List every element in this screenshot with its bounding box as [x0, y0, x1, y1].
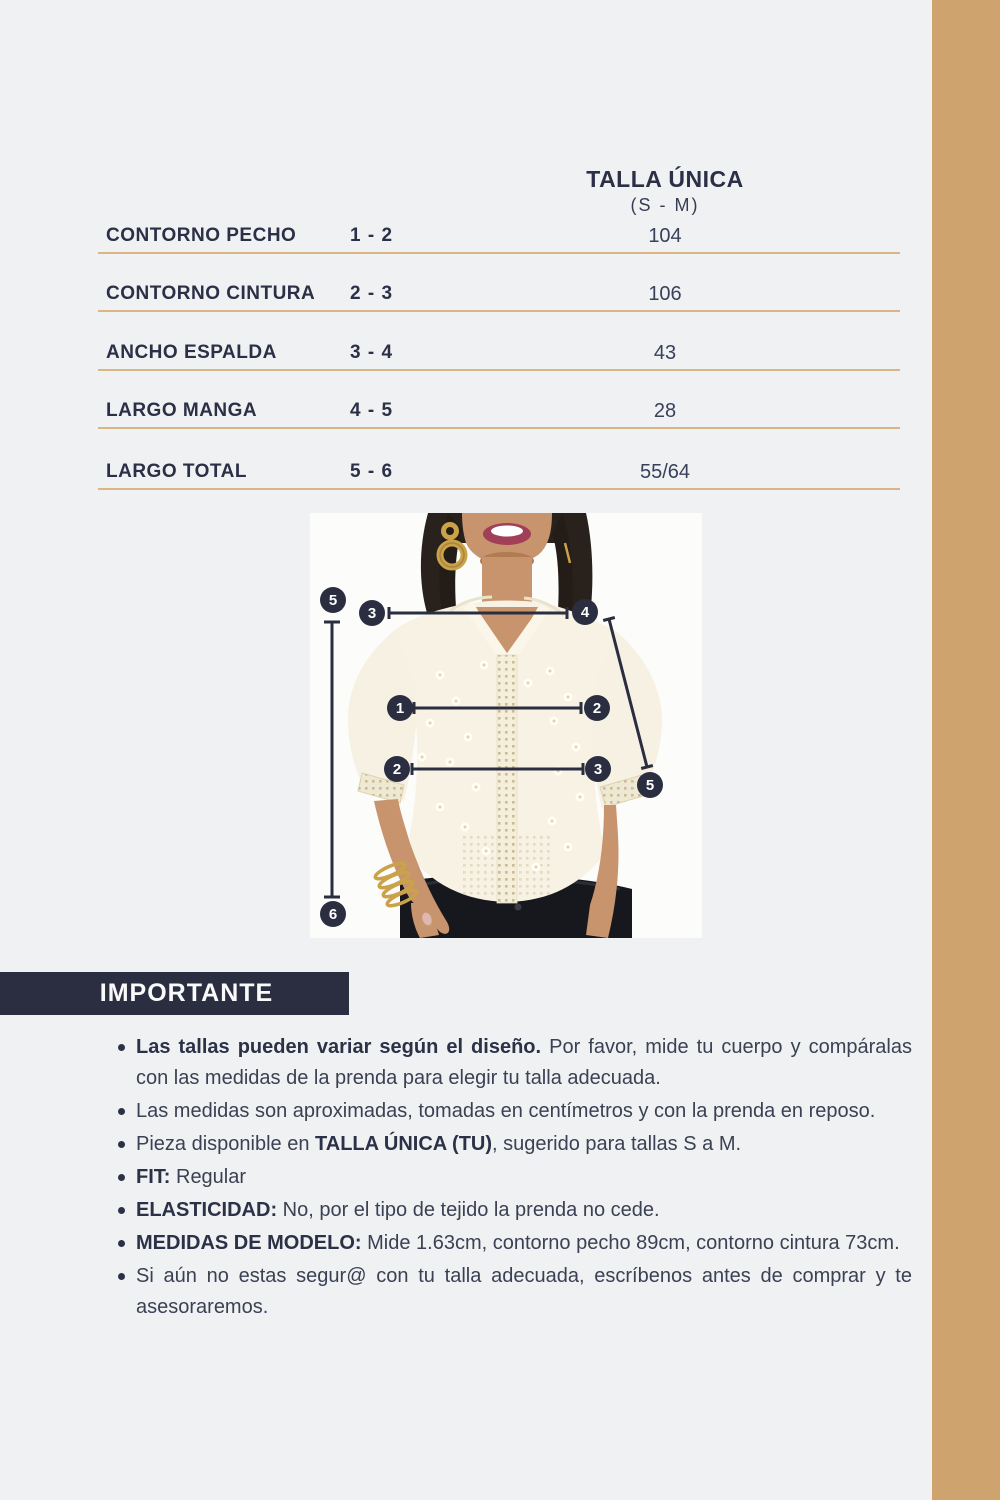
note-text-bold: Las tallas pueden variar según el diseño.	[136, 1036, 542, 1058]
measure-label: LARGO MANGA	[106, 400, 258, 421]
table-row	[98, 222, 900, 254]
note-text: Las medidas son aproximadas, tomadas en centímetros y con la prenda en reposo.	[136, 1100, 876, 1122]
note-text: , sugerido para tallas S a M.	[492, 1133, 742, 1155]
note-text: Si aún no estas segur@ con tu talla adecuada, escríbenos antes de comprar y te asesoraremos.	[136, 1265, 912, 1318]
marker-badge: 2	[392, 761, 402, 778]
measure-value: 55/64	[639, 461, 691, 483]
marker-badge: 1	[395, 700, 405, 717]
size-column-subtitle: (S - M)	[630, 195, 700, 215]
note-text-bold: FIT:	[136, 1166, 171, 1188]
measure-value: 28	[653, 400, 677, 422]
size-table-header	[430, 166, 900, 216]
note-item	[112, 1032, 912, 1094]
table-row	[98, 458, 900, 490]
notes-list	[112, 1032, 912, 1325]
note-item	[112, 1195, 912, 1226]
note-item	[112, 1261, 912, 1323]
size-column-title: TALLA ÚNICA	[586, 166, 744, 192]
marker-badge: 2	[592, 700, 602, 717]
marker-badge: 5	[645, 777, 655, 794]
measure-range: 2 - 3	[350, 283, 394, 304]
note-text: Regular	[170, 1166, 247, 1188]
measure-label: CONTORNO CINTURA	[106, 283, 316, 304]
importante-title: IMPORTANTE	[99, 979, 274, 1007]
side-accent-stripe	[932, 0, 1000, 1500]
note-text-bold: ELASTICIDAD:	[136, 1199, 278, 1221]
measure-value: 106	[648, 283, 682, 305]
note-text-bold: MEDIDAS DE MODELO:	[136, 1232, 362, 1254]
note-item	[112, 1096, 912, 1127]
measure-range: 5 - 6	[350, 461, 394, 482]
measure-label: LARGO TOTAL	[106, 461, 247, 482]
marker-badge: 5	[328, 592, 338, 609]
note-text-bold: TALLA ÚNICA (TU)	[315, 1133, 493, 1155]
measure-value: 43	[653, 342, 677, 364]
table-row	[98, 280, 900, 312]
measure-range: 1 - 2	[350, 225, 394, 246]
note-item	[112, 1129, 912, 1160]
importante-banner	[0, 972, 349, 1015]
table-row	[98, 339, 900, 371]
measure-label: CONTORNO PECHO	[106, 225, 297, 246]
marker-badge: 6	[328, 906, 338, 923]
measure-range: 3 - 4	[350, 342, 394, 363]
marker-badge: 4	[580, 604, 590, 621]
measurement-diagram	[300, 505, 710, 950]
note-item	[112, 1228, 912, 1259]
measure-range: 4 - 5	[350, 400, 394, 421]
measure-value: 104	[648, 225, 682, 247]
marker-badge: 3	[367, 605, 377, 622]
marker-badge: 3	[593, 761, 603, 778]
measure-label: ANCHO ESPALDA	[106, 342, 277, 363]
table-row	[98, 397, 900, 429]
note-text: Mide 1.63cm, contorno pecho 89cm, contorno cintura 73cm.	[361, 1232, 900, 1254]
note-item	[112, 1162, 912, 1193]
note-text: Por favor, mide tu cuerpo y compáralas con las medidas de la prenda para elegir tu talla adecuada.	[136, 1036, 912, 1089]
note-text: No, por el tipo de tejido la prenda no cede.	[277, 1199, 660, 1221]
note-text: Pieza disponible en	[136, 1133, 316, 1155]
